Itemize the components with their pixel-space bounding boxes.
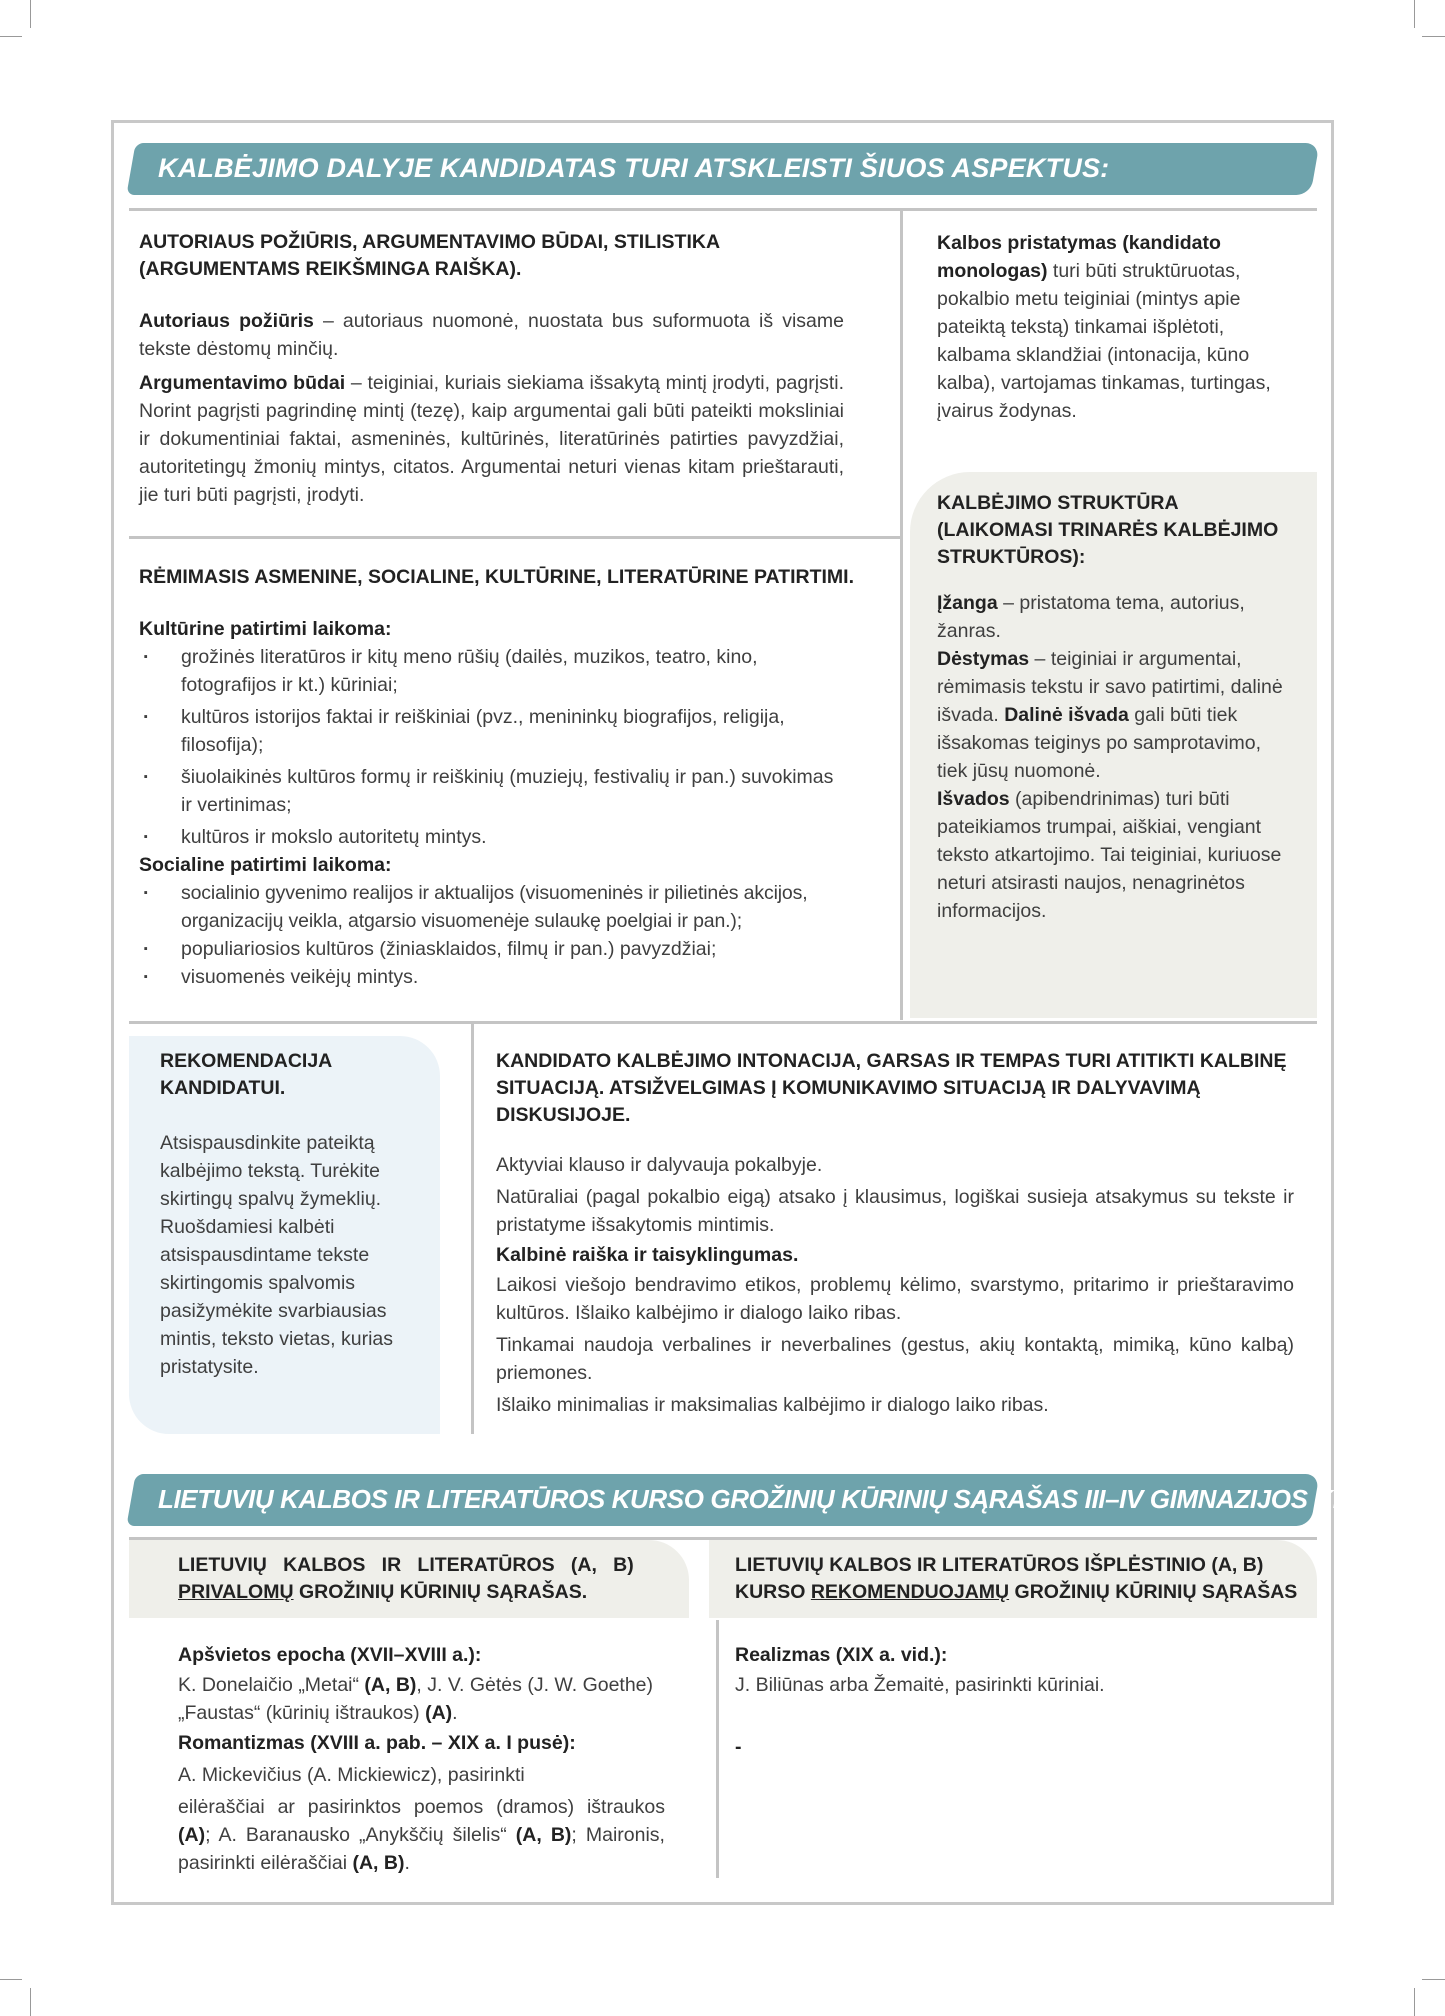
recommendation-heading: REKOMENDACIJA KANDIDATUI. [160, 1050, 333, 1099]
crop-mark [1422, 36, 1445, 37]
social-label: Socialine patirtimi laikoma: [139, 854, 392, 876]
section-banner-title: LIETUVIŲ KALBOS IR LITERATŪROS KURSO GROŽINIŲ KŪRINIŲ SĄRAŠAS III–IV GIMNAZIJOS KLASĖMS [158, 1484, 1439, 1514]
presentation-section [937, 229, 1287, 425]
recommended-list-heading: LIETUVIŲ KALBOS IR LITERATŪROS IŠPLĖSTINIO (A, B) KURSO REKOMENDUOJAMŲ GROŽINIŲ KŪRINIŲ SĄRAŠAS [735, 1554, 1298, 1603]
era-works: K. Donelaičio „Metai“ (A, B), J. V. Gėtės (J. W. Goethe) „Faustas“ (kūrinių ištraukos) (A). [178, 1674, 654, 1724]
list-item: · šiuolaikinės kultūros formų ir reiškinių (muziejų, festivalių ir pan.) suvokimas ir vertinimas; [139, 763, 904, 819]
body-paragraph: Dėstymas – teiginiai ir argumentai, rėmimasis tekstu ir savo patirtimi, dalinė išvada. Dalinė išvada gali būti tiek išsakomas teiginys po samprotavimo, tiek jūsų nuomonė. [937, 648, 1283, 782]
intonation-paragraph: Natūraliai (pagal pokalbio eigą) atsako į klausimus, logiškai susieja atsakymus su tekste ir pristatyme išsakytomis mintimis. [496, 1186, 1294, 1236]
list-item: · visuomenės veikėjų mintys. [139, 963, 904, 991]
crop-mark [1414, 0, 1415, 28]
intonation-paragraph: Išlaiko minimalias ir maksimalias kalbėjimo ir dialogo laiko ribas. [496, 1394, 1049, 1416]
argumentation-paragraph: Argumentavimo būdai – teiginiai, kuriais siekiama išsakytą mintį įrodyti, pagrįsti. Norint pagrįsti pagrindinę mintį (tezę), kaip argumentai gali būti pateikti moksliniai ir dokumentiniai faktai, asmeninės, kultūrinės, literatūrinės patirties pavyzdžiai, autoritetingų žmonių mintys, citatos. Argumentai neturi vienas kitam prieštarauti, jie turi būti pagrįsti, įrodyti. [139, 372, 844, 506]
list-item: · kultūros ir mokslo autoritetų mintys. [139, 823, 904, 851]
intonation-heading: KANDIDATO KALBĖJIMO INTONACIJA, GARSAS IR TEMPAS TURI ATITIKTI KALBINĘ SITUACIJĄ. ATSIŽVELGIMAS Į KOMUNIKAVIMO SITUACIJĄ IR DALYVAVIMĄ DISKUSIJOJE. [496, 1050, 1287, 1126]
experience-section [139, 564, 904, 991]
divider [716, 1620, 719, 1878]
experience-heading: RĖMIMASIS ASMENINE, SOCIALINE, KULTŪRINE, LITERATŪRINE PATIRTIMI. [139, 566, 854, 588]
intonation-subheading: Kalbinė raiška ir taisyklingumas. [496, 1244, 799, 1266]
empty-dash: - [735, 1736, 742, 1758]
aspects-section [139, 229, 844, 509]
list-item: · grožinės literatūros ir kitų meno rūšių (dailės, muzikos, teatro, kino, fotografijos ir kt.) kūriniai; [139, 643, 904, 699]
social-list [139, 879, 904, 991]
intonation-paragraph: Tinkamai naudoja verbalines ir neverbalines (gestus, akių kontaktą, mimiką, kūno kalbą) priemones. [496, 1334, 1294, 1384]
cultural-list [139, 643, 904, 851]
crop-mark [0, 36, 22, 37]
era-heading: Realizmas (XIX a. vid.): [735, 1644, 948, 1666]
crop-mark [1414, 1988, 1415, 2016]
crop-mark [1422, 1979, 1445, 1980]
mandatory-list-heading: LIETUVIŲ KALBOS IR LITERATŪROS (A, B) PRIVALOMŲ GROŽINIŲ KŪRINIŲ SĄRAŠAS. [178, 1554, 634, 1603]
divider [471, 1022, 474, 1434]
list-item: · populiariosios kultūros (žiniasklaidos, filmų ir pan.) pavyzdžiai; [139, 935, 904, 963]
list-item: · socialinio gyvenimo realijos ir aktualijos (visuomeninės ir pilietinės akcijos, organizacijų veikla, atgarsio visuomenėje sulaukę poelgiai ir pan.); [139, 879, 904, 935]
divider [129, 208, 1317, 211]
section-banner-title: KALBĖJIMO DALYJE KANDIDATAS TURI ATSKLEISTI ŠIUOS ASPEKTUS: [158, 153, 1110, 183]
structure-section [937, 490, 1287, 925]
recommendation-text: Atsispausdinkite pateiktą kalbėjimo tekstą. Turėkite skirtingų spalvų žymeklių. Ruošdamiesi kalbėti atsispausdintame tekste skirtingomis spalvomis pasižymėkite svarbiausias mintis, teksto vietas, kurias pristatysite. [160, 1132, 393, 1378]
mandatory-list-section [178, 1552, 665, 1877]
structure-heading: KALBĖJIMO STRUKTŪRA (LAIKOMASI TRINARĖS KALBĖJIMO STRUKTŪROS): [937, 492, 1279, 568]
crop-mark [30, 0, 31, 28]
presentation-paragraph: Kalbos pristatymas (kandidato monologas) turi būti struktūruotas, pokalbio metu teiginiai (mintys apie pateiktą tekstą) tinkamai išplėtoti, kalbama sklandžiai (intonacija, kūno kalba), vartojamas tinkamas, turtingas, įvairus žodynas. [937, 232, 1271, 422]
intonation-paragraph: Aktyviai klauso ir dalyvauja pokalbyje. [496, 1154, 823, 1176]
recommended-list-section [735, 1552, 1310, 1761]
era-heading: Apšvietos epocha (XVII–XVIII a.): [178, 1644, 482, 1666]
conclusion-paragraph: Išvados (apibendrinimas) turi būti pateikiamos trumpai, aiškiai, vengiant teksto atkartojimo. Tai teiginiai, kuriuose neturi atsirasti naujos, nenagrinėtos informacijos. [937, 788, 1282, 922]
intonation-section [496, 1048, 1294, 1419]
era-heading: Romantizmas (XVIII a. pab. – XIX a. I pusė): [178, 1732, 576, 1754]
aspects-heading: AUTORIAUS POŽIŪRIS, ARGUMENTAVIMO BŪDAI, STILISTIKA (ARGUMENTAMS REIKŠMINGA RAIŠKA). [139, 231, 721, 280]
intro-paragraph: Įžanga – pristatoma tema, autorius, žanras. [937, 592, 1245, 642]
crop-mark [30, 1988, 31, 2016]
era-works: eilėraščiai ar pasirinktos poemos (dramos) ištraukos (A); A. Baranausko „Anykščių šilelis“ (A, B); Maironis, pasirinkti eilėraščiai (A, B). [178, 1796, 665, 1874]
list-item: · kultūros istorijos faktai ir reiškiniai (pvz., menininkų biografijos, religija, filosofija); [139, 703, 904, 759]
era-works: A. Mickevičius (A. Mickiewicz), pasirinkti [178, 1764, 525, 1786]
recommendation-section [160, 1048, 422, 1381]
intonation-paragraph: Laikosi viešojo bendravimo etikos, problemų kėlimo, svarstymo, pritarimo ir prieštaravimo kultūros. Išlaiko kalbėjimo ir dialogo laiko ribas. [496, 1274, 1294, 1324]
era-works: J. Biliūnas arba Žemaitė, pasirinkti kūriniai. [735, 1674, 1105, 1696]
author-view-paragraph: Autoriaus požiūris – autoriaus nuomonė, nuostata bus suformuota iš visame tekste dėstomų minčių. [139, 310, 844, 360]
divider [129, 536, 900, 539]
crop-mark [0, 1979, 22, 1980]
cultural-label: Kultūrine patirtimi laikoma: [139, 618, 392, 640]
divider [129, 1021, 1317, 1024]
